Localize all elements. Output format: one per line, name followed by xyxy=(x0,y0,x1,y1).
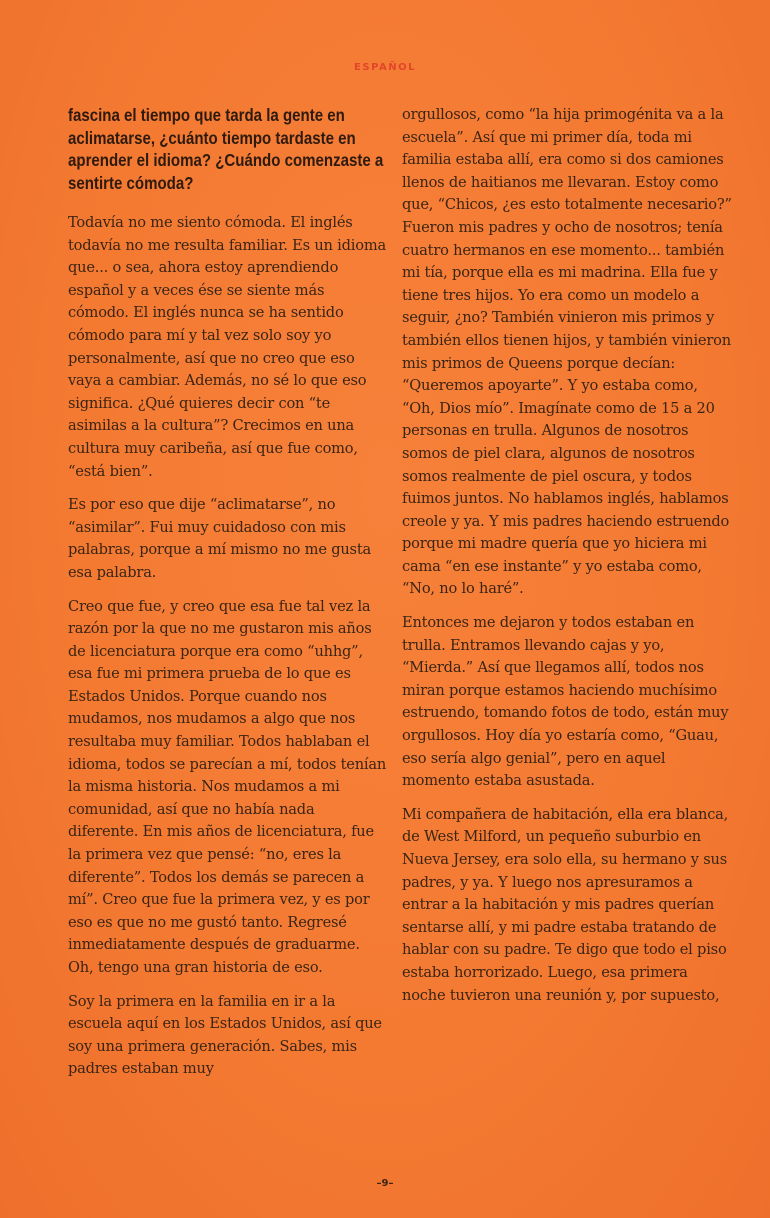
answer-paragraph: Soy la primera en la familia en ir a la escuela aquí en los Estados Unidos, así que soy una primera generación. Sabes, mis padres estaban muy xyxy=(68,992,382,1078)
section-header: ESPAÑOL xyxy=(354,62,416,73)
interview-question: fascina el tiempo que tarda la gente en aclimatarse, ¿cuánto tiempo tardaste en aprender el idioma? ¿Cuándo comenzaste a sentirte cómoda? xyxy=(68,105,384,193)
left-column xyxy=(68,104,388,1092)
answer-paragraph: Todavía no me siento cómoda. El inglés todavía no me resulta familiar. Es un idioma que... o sea, ahora estoy aprendiendo español y a veces ése se siente más cómodo. El inglés nunca se ha sentido cómodo para mí y tal vez solo soy yo personalmente, así que no creo que eso vaya a cambiar. Además, no sé lo que eso significa. ¿Qué quieres decir con “te asimilas a la cultura”? Crecimos en una cultura muy caribeña, así que fue como, “está bien”. xyxy=(68,214,386,480)
page-number: –9– xyxy=(376,1178,394,1189)
answer-paragraph: orgullosos, como “la hija primogénita va a la escuela”. Así que mi primer día, toda mi familia estaba allí, era como si dos camiones llenos de haitianos me llevaran. Estoy como que, “Chicos, ¿es esto totalmente necesario?” Fueron mis padres y ocho de nosotros; tenía cuatro hermanos en ese momento... también mi tía, porque ella es mi madrina. Ella fue y tiene tres hijos. Yo era como un modelo a seguir, ¿no? También vinieron mis primos y también ellos tienen hijos, y también vinieron mis primos de Queens porque decían: “Queremos apoyarte”. Y yo estaba como, “Oh, Dios mío”. Imagínate como de 15 a 20 personas en trulla. Algunos de nosotros somos de piel clara, algunos de nosotros somos realmente de piel oscura, y todos fuimos juntos. No hablamos inglés, hablamos creole y ya. Y mis padres haciendo estruendo porque mi madre quería que yo hiciera mi cama “en ese instante” y yo estaba como, “No, no lo haré”. xyxy=(402,106,732,598)
right-column xyxy=(402,104,732,1018)
answer-paragraph: Entonces me dejaron y todos estaban en trulla. Entramos llevando cajas y yo, “Mierda.” Así que llegamos allí, todos nos miran porque estamos haciendo muchísimo estruendo, tomando fotos de todo, están muy orgullosos. Hoy día yo estaría como, “Guau, eso sería algo genial”, pero en aquel momento estaba asustada. xyxy=(402,614,729,790)
answer-paragraph: Mi compañera de habitación, ella era blanca, de West Milford, un pequeño suburbio en Nueva Jersey, era solo ella, su hermano y sus padres, y ya. Y luego nos apresuramos a entrar a la habitación y mis padres querían sentarse allí, y mi padre estaba tratando de hablar con su padre. Te digo que todo el piso estaba horrorizado. Luego, esa primera noche tuvieron una reunión y, por supuesto, xyxy=(402,805,729,1004)
answer-paragraph: Es por eso que dije “aclimatarse”, no “asimilar”. Fui muy cuidadoso con mis palabras, porque a mí mismo no me gusta esa palabra. xyxy=(68,496,371,581)
answer-paragraph: Creo que fue, y creo que esa fue tal vez la razón por la que no me gustaron mis años de licenciatura porque era como “uhhg”, esa fue mi primera prueba de lo que es Estados Unidos. Porque cuando nos mudamos, nos mudamos a algo que nos resultaba muy familiar. Todos hablaban el idioma, todos se parecían a mí, todos tenían la misma historia. Nos mudamos a mi comunidad, así que no había nada diferente. En mis años de licenciatura, fue la primera vez que pensé: “no, eres la diferente”. Todos los demás se parecen a mí”. Creo que fue la primera vez, y es por eso es que no me gustó tanto. Regresé inmediatamente después de graduarme. Oh, tengo una gran historia de eso. xyxy=(68,597,387,976)
